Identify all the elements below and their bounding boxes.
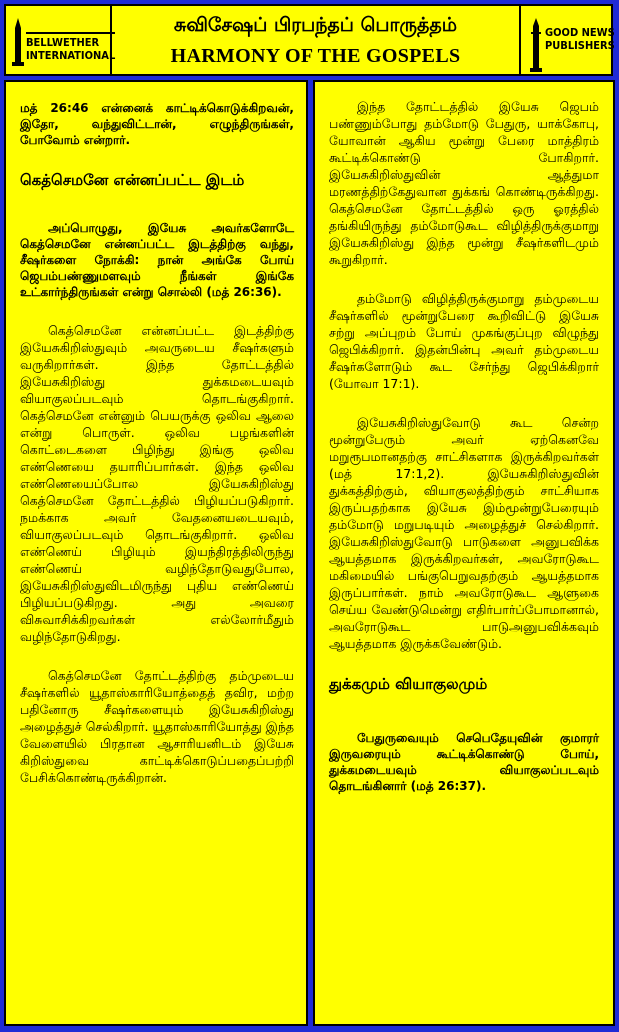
logo-right-line2: PUBLISHERS: [545, 39, 615, 52]
commentary-paragraph-2: கெத்செமனே தோட்டத்திற்கு தம்முடைய சீஷர்களில் யூதாஸ்காரியோத்தைத் தவிர, மற்ற பதினோரு சீஷர்களையும் இயேசுகிறிஸ்து அழைத்துச் செல்கிறார். யூதாஸ்காரியோத்து இந்த வேளையில் பிரதான ஆசாரியனிடம் இயேசு கிறிஸ்துவை காட்டிக்கொடுப்பதைப்பற்றி பேசிக்கொண்டிருக்கிறான்.: [20, 668, 294, 785]
commentary-paragraph-5: இயேசுகிறிஸ்துவோடு கூட சென்ற மூன்றுபேரும் அவர் ஏற்கெனவே மறுரூபமானதற்கு சாட்சிகளாக இருக்கிறவர்கள் (மத் 17:1,2). இயேசுகிறிஸ்துவின் துக்கத்திற்கும், வியாகுலத்திற்கும் சாட்சியாக இருப்பதற்காக இயேசு இம்மூன்றுபேரையும் தம்மோடு மறுபடியும் அழைத்துச் செல்கிறார். இயேசுகிறிஸ்துவோடு பாடுகளை அனுபவிக்க ஆயத்தமாக இருக்கிறவர்கள், அவரோடுகூட மகிமையில் பங்குபெறுவதற்கும் ஆயத்தமாக இருப்பார்கள். நாம் அவரோடுகூட ஆளுகை செய்ய வேண்டுமென்று எதிர்பார்ப்போமானால், அவரோடுகூட பாடுஅனுபவிக்கவும் ஆயத்தமாக இருக்கவேண்டும்.: [329, 415, 599, 651]
title-box: [110, 6, 521, 74]
verse-mat-26-36: அப்பொழுது, இயேசு அவர்களோடே கெத்செமனே என்னப்பட்ட இடத்திற்கு வந்து, சீஷர்களை நோக்கி: நான் அங்கே போய் ஜெபம்பண்ணுமளவும் நீங்கள் இங்கே உட்கார்ந்திருங்கள் என்று சொல்லி (மத் 26:36).: [20, 221, 294, 299]
logo-right-line1: GOOD NEWS: [545, 26, 615, 39]
logo-left-line2: INTERNATIONAL: [26, 49, 116, 62]
page-title-tamil: சுவிசேஷப் பிரபந்தப் பொருத்தம்: [173, 14, 458, 36]
verse-mat-26-46: மத் 26:46 என்னைக் காட்டிக்கொடுக்கிறவன், இதோ, வந்துவிட்டான், எழுந்திருங்கள், போவோம் என்றார்.: [20, 101, 294, 147]
bellwether-logo-text: [26, 32, 115, 62]
bell-tower-icon: [12, 18, 24, 66]
section-heading-sorrow: துக்கமும் வியாகுலமும்: [329, 675, 488, 693]
good-news-logo-text: [545, 26, 615, 52]
page-title-english: HARMONY OF THE GOSPELS: [170, 45, 461, 67]
commentary-paragraph-3: இந்த தோட்டத்தில் இயேசு ஜெபம் பண்ணும்போது தம்மோடு பேதுரு, யாக்கோபு, யோவான் ஆகிய மூன்று பேரை மாத்திரம் கூட்டிக்கொண்டு போகிறார். இயேசுகிறிஸ்துவின் ஆத்துமா மரணத்திற்கேதுவான துக்கங் கொண்டிருக்கிறது. கெத்செமனே தோட்டத்தில் ஒரு ஓரத்தில் தங்கியிருந்து தம்மோடுகூட விழித்திருக்குமாறு இயேசுகிறிஸ்து இந்த மூன்று சீஷர்களிடமும் கூறுகிறார்.: [329, 99, 599, 267]
commentary-paragraph-4: தம்மோடு விழித்திருக்குமாறு தம்முடைய சீஷர்களில் மூன்றுபேரை கூறிவிட்டு இயேசு சற்று அப்புறம் போய் முகங்குப்புற விழுந்து ஜெபிக்கிறார். இதன்பின்பு அவர் தம்முடைய சீஷர்களோடும் கூட சேர்ந்து ஜெபிக்கிறார் (யோவா 17:1).: [329, 291, 599, 391]
logo-left-line1: BELLWETHER: [26, 36, 100, 49]
verse-mat-26-37: பேதுருவையும் செபெதேயுவின் குமாரர் இருவரையும் கூட்டிக்கொண்டு போய், துக்கமடையவும் வியாகுலப்படவும் தொடங்கினார் (மத் 26:37).: [329, 731, 599, 793]
section-heading-gethsemane: கெத்செமனே என்னப்பட்ட இடம்: [20, 171, 245, 189]
tower-icon: [529, 18, 543, 72]
bellwether-logo: [12, 12, 116, 72]
header-banner: [4, 4, 613, 76]
right-column: [313, 80, 615, 1026]
commentary-paragraph-1: கெத்செமனே என்னப்பட்ட இடத்திற்கு இயேசுகிறிஸ்துவும் அவருடைய சீஷர்களும் வருகிறார்கள். இந்த தோட்டத்தில் இயேசுகிறிஸ்து துக்கமடையவும் வியாகுலப்படவும் தொடங்குகிறார். கெத்செமனே என்னும் பெயருக்கு ஒலிவ ஆலை என்று பொருள். ஒலிவ பழங்களின் கொட்டைகளை பிழிந்து இங்கு ஒலிவ எண்ணெயை தயாரிப்பார்கள். இந்த ஒலிவ எண்ணெயைப்போல இயேசுகிறிஸ்து கெத்செமனே தோட்டத்தில் பிழியப்படுகிறார். நமக்காக அவர் வேதனையடையவும், வியாகுலப்படவும் தொடங்குகிறார். ஒலிவ எண்ணெய் பிழியும் இயந்திரத்திலிருந்து எண்ணெய் வழிந்தோடுவதுபோல, இயேசுகிறிஸ்துவிடமிருந்து புதிய எண்ணெய் பிழியப்படுகிறது. அது அவரை விசுவாசிக்கிறவர்கள் எல்லோர்மீதும் வழிந்தோடுகிறது.: [20, 323, 294, 644]
left-column: [4, 80, 308, 1026]
good-news-logo: [529, 12, 615, 72]
